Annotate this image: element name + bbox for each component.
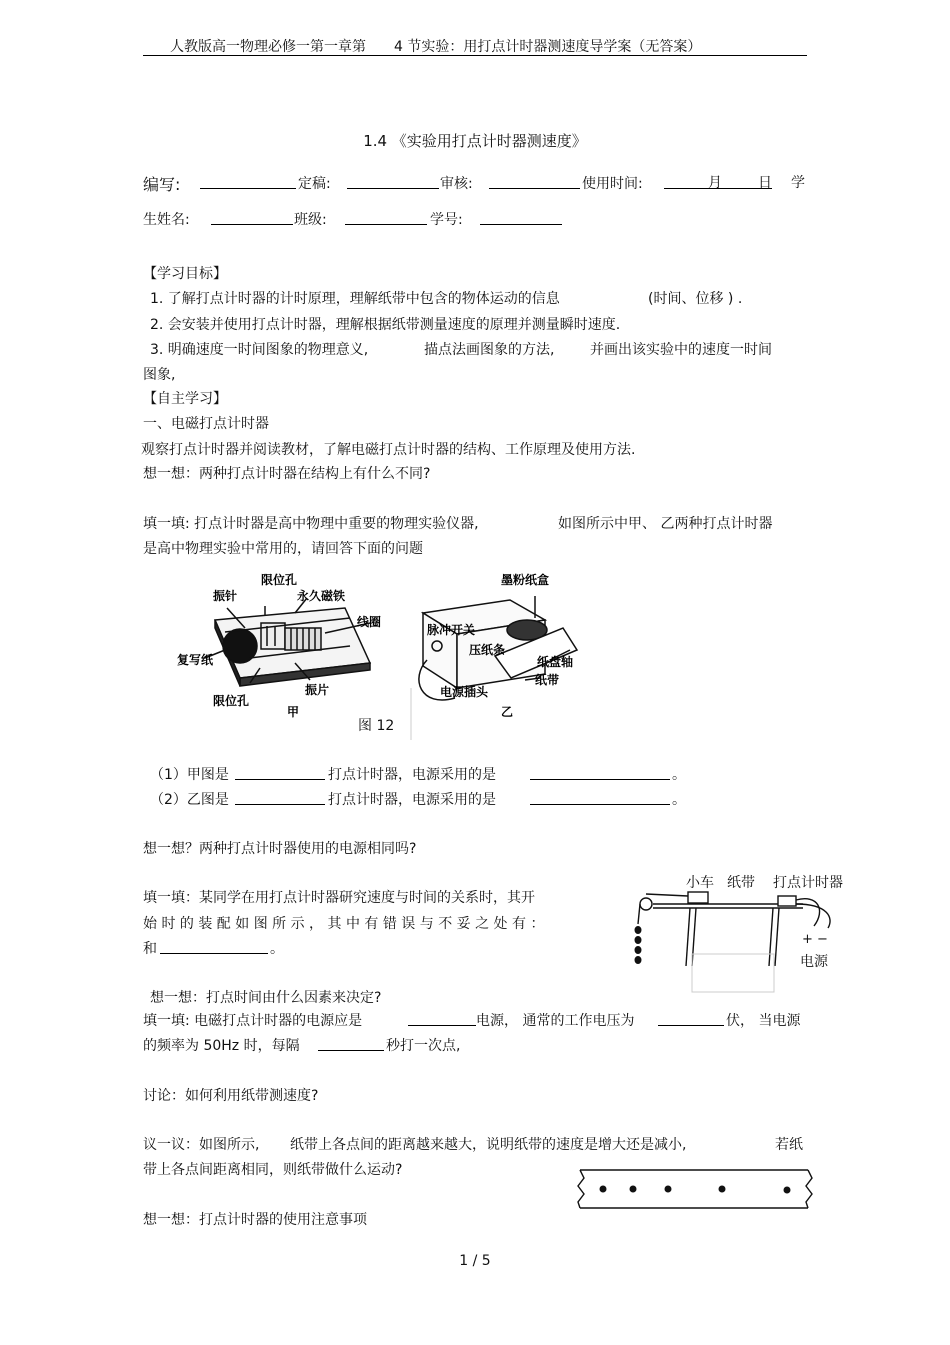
yi-d: 带上各点间距离相同，则纸带做什么运动? — [143, 1162, 403, 1178]
final-blank — [347, 174, 439, 189]
self-study-heading: 【自主学习】 — [143, 391, 227, 407]
goals-heading: 【学习目标】 — [143, 266, 227, 282]
q2-middle: 打点计时器，电源采用的是 — [328, 792, 496, 808]
fig-label-reel-axis: 纸盘轴 — [537, 655, 574, 669]
observe-text: 观察打点计时器并阅读教材，了解电磁打点计时器的结构、工作原理及使用方法. — [141, 442, 636, 458]
goal-3b: 描点法画图象的方法, — [424, 342, 555, 358]
section-1-title: 一、电磁打点计时器 — [143, 416, 269, 432]
fill-3e: 秒打一次点, — [386, 1038, 461, 1054]
polarity-label: + − — [802, 932, 828, 947]
number-label: 学号: — [430, 212, 463, 228]
header-rule — [143, 55, 807, 56]
time-label: 使用时间: — [582, 176, 643, 192]
cart-label: 小车 — [686, 875, 714, 891]
electromagnetic-timer-drawing — [205, 598, 370, 686]
cart-shape — [688, 892, 708, 903]
fig-label-xianweikong-bottom: 限位孔 — [213, 694, 250, 708]
timer-shape — [778, 896, 796, 906]
goal-1: 1. 了解打点计时器的计时原理，理解纸带中包含的物体运动的信息 — [150, 291, 560, 307]
think-4: 想一想：打点计时器的使用注意事项 — [143, 1212, 367, 1228]
fill-2-line1: 填一填：某同学在用打点计时器研究速度与时间的关系时，其开 — [143, 890, 535, 906]
fig-label-paper-tape: 纸带 — [535, 673, 560, 687]
fill-3b: 电源， 通常的工作电压为 — [476, 1013, 635, 1029]
fill-3d: 的频率为 50Hz 时，每隔 — [143, 1038, 300, 1054]
timer-label: 打点计时器 — [773, 875, 843, 891]
editor-label: 编写: — [143, 175, 181, 194]
fill-3-blank-2 — [658, 1011, 724, 1026]
fig-label-vibrating-plate: 振片 — [305, 683, 330, 697]
fig-label-carbon-paper: 复写纸 — [177, 653, 214, 667]
fig-label-jia: 甲 — [287, 705, 300, 719]
fill-1b: 如图所示中甲、 乙两种打点计时器 — [558, 516, 773, 532]
student-blank — [211, 210, 293, 225]
xue-label: 学 — [791, 175, 805, 191]
fig-label-yi: 乙 — [501, 705, 514, 719]
q2-prefix: （2）乙图是 — [150, 792, 229, 808]
goal-3a: 3. 明确速度一时间图象的物理意义, — [150, 342, 369, 358]
q2-blank-1 — [235, 790, 325, 805]
figure-12-caption: 图 12 — [358, 718, 395, 734]
day-label: 日 — [758, 175, 772, 191]
fill-2-line2: 始 时 的 装 配 如 图 所 示 ， 其 中 有 错 误 与 不 妥 之 处 有 ： — [143, 916, 545, 932]
yi-a: 议一议：如图所示, — [143, 1137, 260, 1153]
q1-prefix: （1）甲图是 — [150, 767, 229, 783]
editor-blank — [200, 174, 296, 189]
power-label: 电源 — [800, 954, 828, 970]
fill-3-blank-3 — [318, 1036, 384, 1051]
fill-3c: 伏， 当电源 — [726, 1013, 801, 1029]
goal-3c: 并画出该实验中的速度一时间 — [590, 342, 772, 358]
fig-label-plug: 电源插头 — [440, 685, 489, 699]
final-label: 定稿: — [298, 176, 331, 192]
q2-blank-2 — [530, 790, 670, 805]
yi-c: 若纸 — [775, 1137, 803, 1153]
review-label: 审核: — [440, 176, 473, 192]
fill-3-blank-1 — [408, 1011, 476, 1026]
fill-3a: 填一填: 电磁打点计时器的电源应是 — [143, 1013, 363, 1029]
review-blank — [489, 174, 580, 189]
yi-b: 纸带上各点间的距离越来越大，说明纸带的速度是增大还是减小, — [290, 1137, 687, 1153]
fill-1c: 是高中物理实验中常用的，请回答下面的问题 — [143, 541, 423, 557]
fill-2-blank — [160, 939, 268, 954]
fig-label-coil: 线圈 — [357, 615, 382, 629]
q1-blank-2 — [530, 765, 670, 780]
goal-3d: 图象, — [143, 367, 176, 383]
think-1: 想一想：两种打点计时器在结构上有什么不同? — [143, 466, 431, 482]
number-blank — [480, 210, 562, 225]
page-title: 1.4 《实验用打点计时器测速度》 — [363, 132, 587, 150]
fill-1a: 填一填: 打点计时器是高中物理中重要的物理实验仪器, — [143, 516, 479, 532]
think-2: 想一想？两种打点计时器使用的电源相同吗? — [143, 841, 417, 857]
paper-tape-diagram — [576, 1164, 818, 1214]
fig-label-zhenzhen: 振针 — [213, 589, 238, 603]
q2-end: 。 — [672, 792, 686, 808]
page-number: 1 / 5 — [459, 1253, 491, 1269]
q1-end: 。 — [672, 767, 686, 783]
q1-blank-1 — [235, 765, 325, 780]
fig-label-xianweikong-top: 限位孔 — [261, 573, 298, 587]
class-blank — [345, 210, 427, 225]
q1-middle: 打点计时器，电源采用的是 — [328, 767, 496, 783]
goal-1-tail: (时间、位移 ) . — [648, 291, 743, 307]
fig-label-pulse-switch: 脉冲开关 — [427, 623, 476, 637]
fill-2-and: 和 — [143, 941, 157, 957]
goal-2: 2. 会安装并使用打点计时器，理解根据纸带测量速度的原理并测量瞬时速度. — [150, 317, 621, 333]
student-label: 生姓名: — [143, 212, 190, 228]
fill-2-end: 。 — [270, 941, 284, 957]
running-header: 人教版高一物理必修一第一章第 4 节实验：用打点计时器测速度导学案（无答案） — [170, 39, 702, 55]
fig-label-press-strip: 压纸条 — [469, 643, 506, 657]
discuss: 讨论：如何利用纸带测速度? — [143, 1088, 319, 1104]
fig-label-magnet: 永久磁铁 — [297, 589, 346, 603]
think-3: 想一想：打点时间由什么因素来决定? — [150, 990, 382, 1006]
month-label: 月 — [708, 175, 722, 191]
fig-label-toner-box: 墨粉纸盒 — [501, 573, 550, 587]
tape-label: 纸带 — [727, 875, 755, 891]
class-label: 班级: — [294, 212, 327, 228]
